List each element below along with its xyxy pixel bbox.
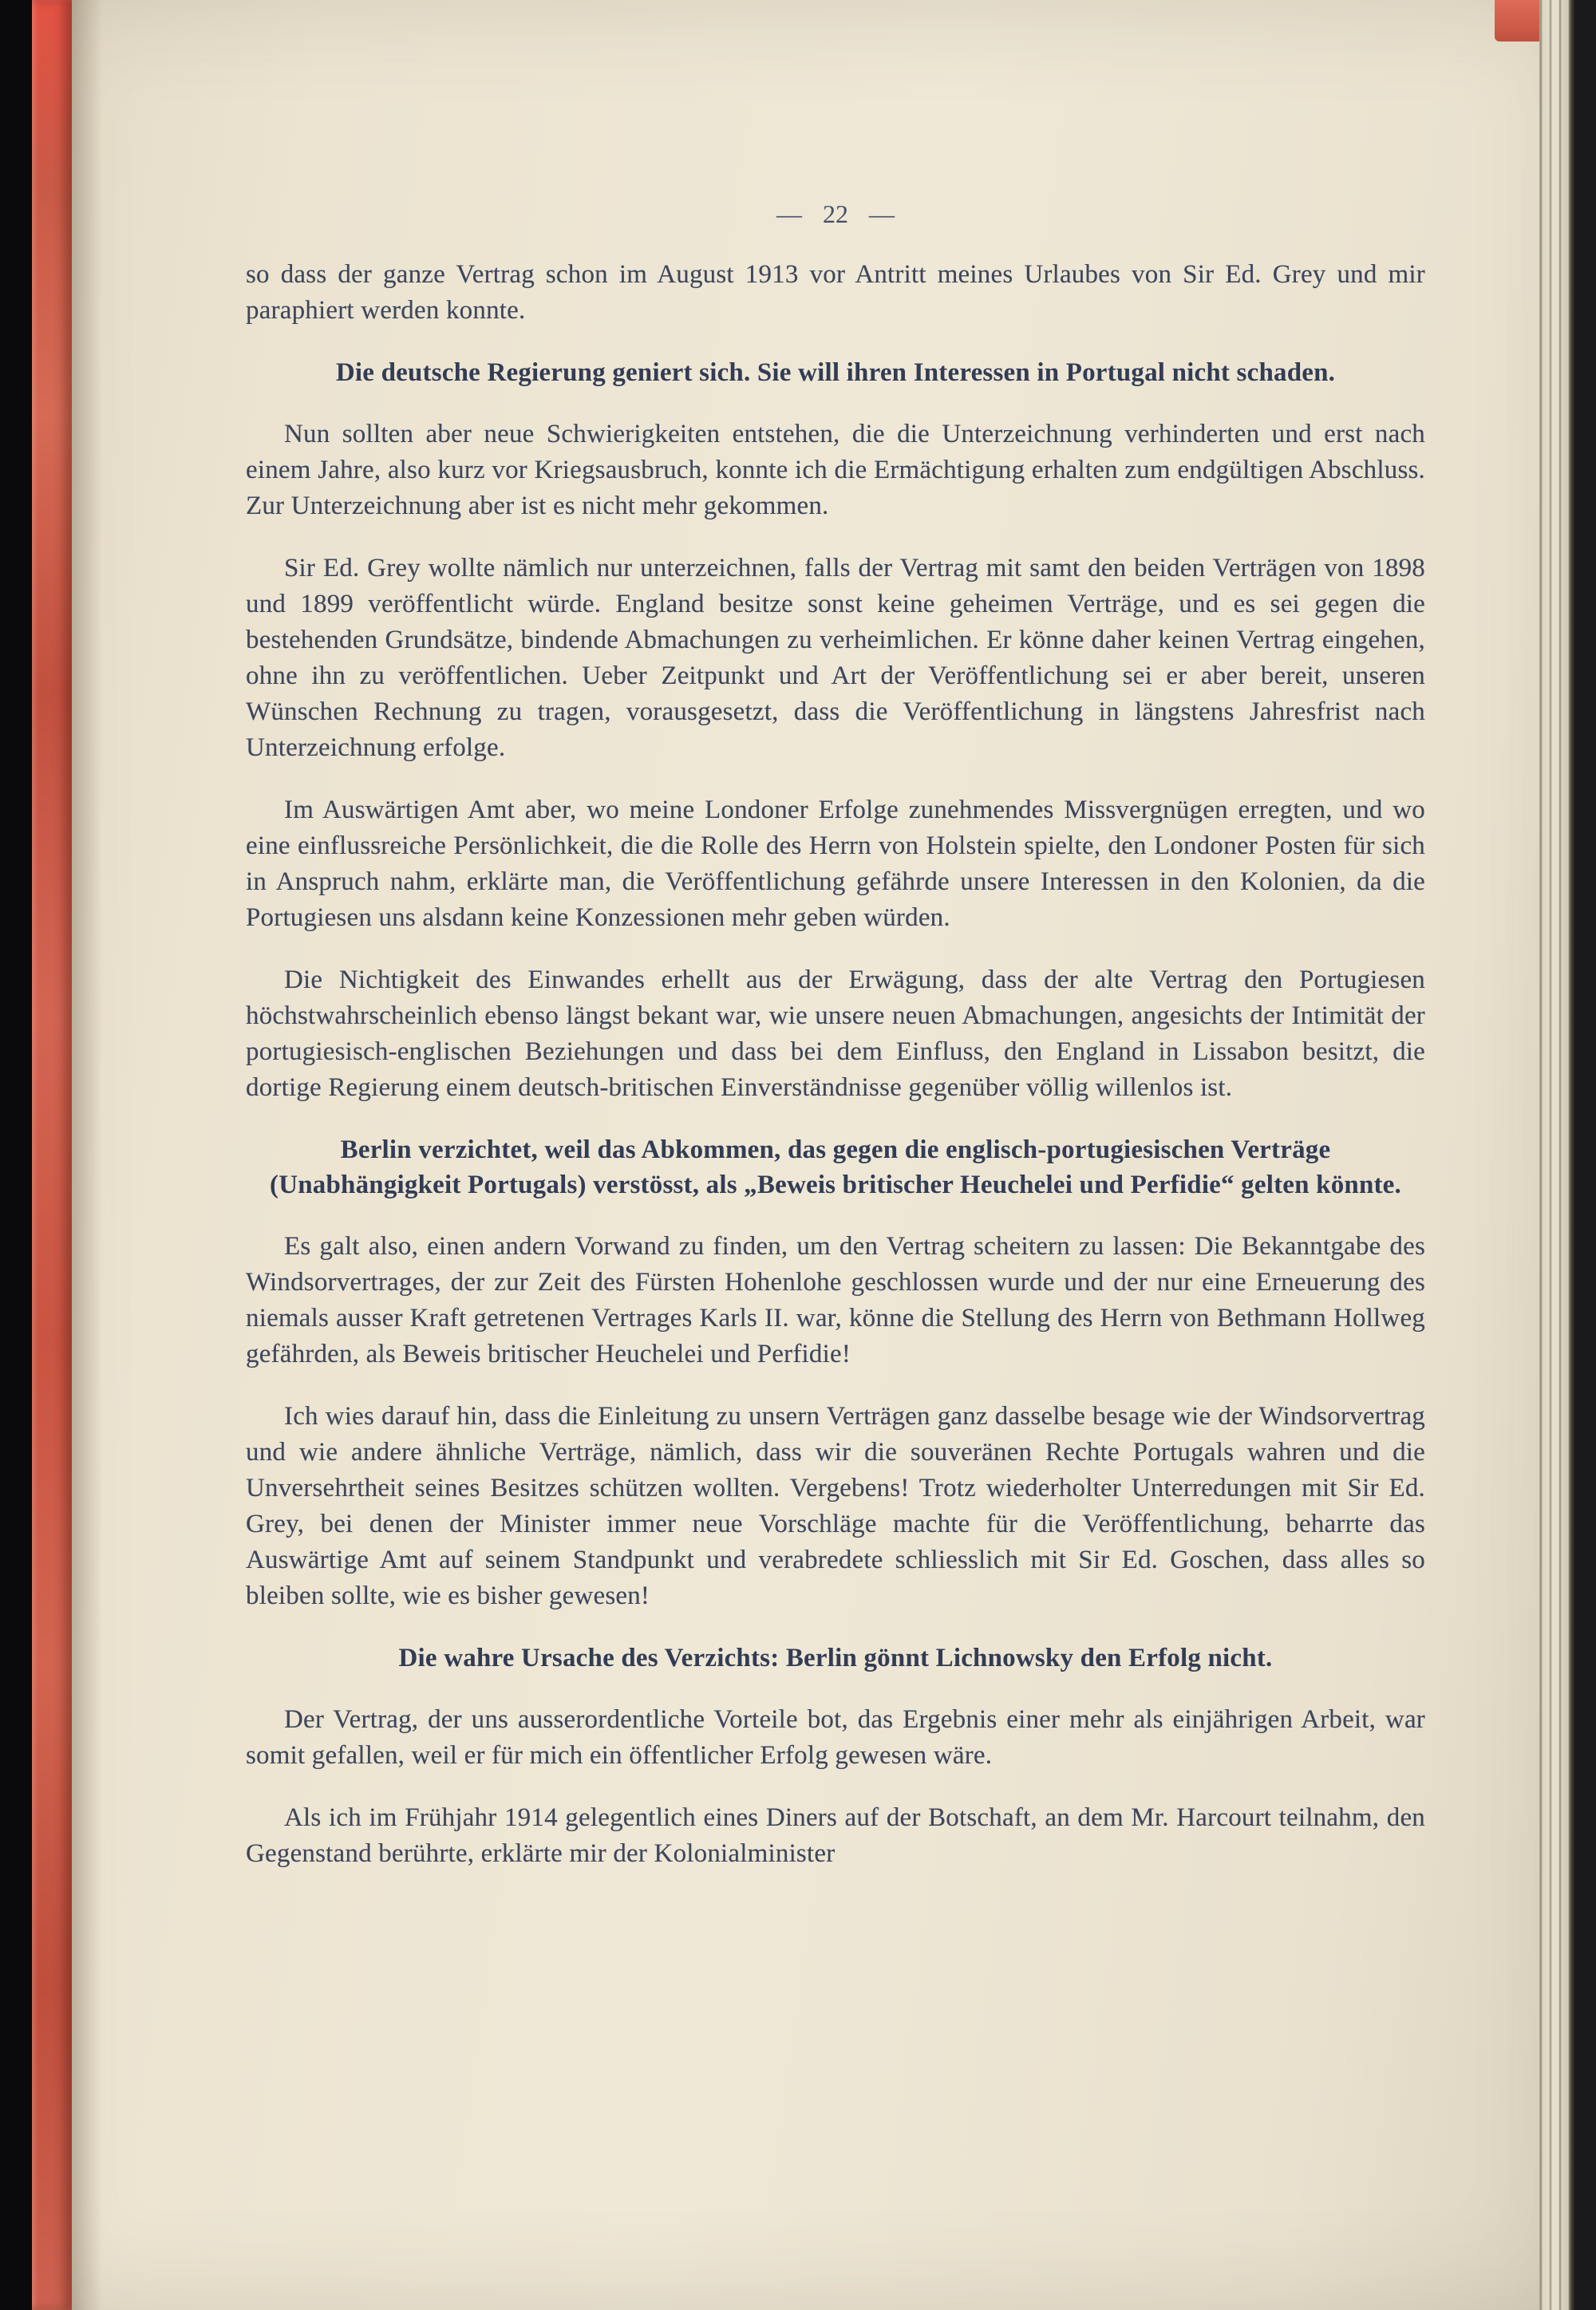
body-paragraph: Als ich im Frühjahr 1914 gelegentlich eines Diners auf der Botschaft, an dem Mr. Harcourt teilnahm, den Gegenstand berührte, erklärte mir der Kolonialminister: [246, 1803, 1425, 1868]
body-paragraph: Im Auswärtigen Amt aber, wo meine Londoner Erfolge zunehmendes Missvergnügen erregten, und wo eine einflussreiche Persönlichkeit, die die Rolle des Herrn von Holstein spielte, den Londoner Posten für sich in Anspruch nahm, erklärte man, die Veröffentlichung gefährde unsere Interessen in den Kolonien, da die Portugiesen uns alsdann keine Konzessionen mehr geben würden.: [246, 796, 1425, 932]
body-paragraph: so dass der ganze Vertrag schon im August 1913 vor Antritt meines Urlaubes von Sir Ed. Grey und mir paraphiert werden konnte.: [246, 260, 1425, 325]
red-corner-edge: [1495, 0, 1539, 41]
section-heading: Berlin verzichtet, weil das Abkommen, das gegen die englisch-portugiesischen Verträge (Unabhängigkeit Portugals) verstösst, als „Beweis britischer Heuchelei und Perfidie“ gelten könnte.: [270, 1135, 1401, 1199]
gutter-shadow: [72, 0, 102, 2310]
body-paragraph: Die Nichtigkeit des Einwandes erhellt aus der Erwägung, dass der alte Vertrag den Portugiesen höchstwahrscheinlich ebenso längst bekant war, wie unsere neuen Abmachungen, angesichts der Intimität der portugiesisch-englischen Beziehungen und dass bei dem Einfluss, den England in Lissabon besitzt, die dortige Regierung einem deutsch-britischen Einverständnisse gegenüber völlig willenlos ist.: [246, 965, 1425, 1102]
red-fore-edge: [32, 0, 72, 2310]
body-paragraph: Ich wies darauf hin, dass die Einleitung zu unsern Verträgen ganz dasselbe besage wie der Windsorvertrag und wie andere ähnliche Verträge, nämlich, dass wir die souveränen Rechte Portugals wahren und die Unversehrtheit seines Besitzes schützen wollten. Vergebens! Trotz wiederholter Unterredungen mit Sir Ed. Grey, bei denen der Minister immer neue Vorschläge machte für die Veröffentlichung, beharrte das Auswärtige Amt auf seinem Standpunkt und verabredete schliesslich mit Sir Ed. Goschen, dass alles so bleiben sollte, wie es bisher gewesen!: [246, 1402, 1425, 1610]
page-content: [246, 0, 1425, 1898]
body-paragraph: Es galt also, einen andern Vorwand zu finden, um den Vertrag scheitern zu lassen: Die Bekanntgabe des Windsorvertrages, der zur Zeit des Fürsten Hohenlohe geschlossen wurde und der nur eine Erneuerung des niemals ausser Kraft getretenen Vertrages Karls II. war, könne die Stellung des Herrn von Bethmann Hollweg gefährden, als Beweis britischer Heuchelei und Perfidie!: [246, 1232, 1425, 1368]
page-number: — 22 —: [776, 199, 895, 228]
text-column: [246, 257, 1425, 1872]
section-heading: Die wahre Ursache des Verzichts: Berlin gönnt Lichnowsky den Erfolg nicht.: [398, 1644, 1273, 1672]
book-page: [32, 0, 1574, 2310]
body-paragraph: Sir Ed. Grey wollte nämlich nur unterzeichnen, falls der Vertrag mit samt den beiden Verträgen von 1898 und 1899 veröffentlicht würde. England besitze sonst keine geheimen Verträge, und es sei gegen die bestehenden Grundsätze, bindende Abmachungen zu verheimlichen. Er könne daher keinen Vertrag eingehen, ohne ihn zu veröffentlichen. Ueber Zeitpunkt und Art der Veröffentlichung sei er aber bereit, unseren Wünschen Rechnung zu tragen, vorausgesetzt, dass die Veröffentlichung in längstens Jahresfrist nach Unterzeichnung erfolge.: [246, 554, 1425, 762]
body-paragraph: Nun sollten aber neue Schwierigkeiten entstehen, die die Unterzeichnung verhinderten und erst nach einem Jahre, also kurz vor Kriegsausbruch, konnte ich die Ermächtigung erhalten zum endgültigen Abschluss. Zur Unterzeichnung aber ist es nicht mehr gekommen.: [246, 420, 1425, 520]
section-heading: Die deutsche Regierung geniert sich. Sie will ihren Interessen in Portugal nicht schaden.: [335, 358, 1336, 387]
body-paragraph: Der Vertrag, der uns ausserordentliche Vorteile bot, das Ergebnis einer mehr als einjährigen Arbeit, war somit gefallen, weil er für mich ein öffentlicher Erfolg gewesen wäre.: [246, 1705, 1425, 1770]
page-stack-edge: [1539, 0, 1574, 2310]
